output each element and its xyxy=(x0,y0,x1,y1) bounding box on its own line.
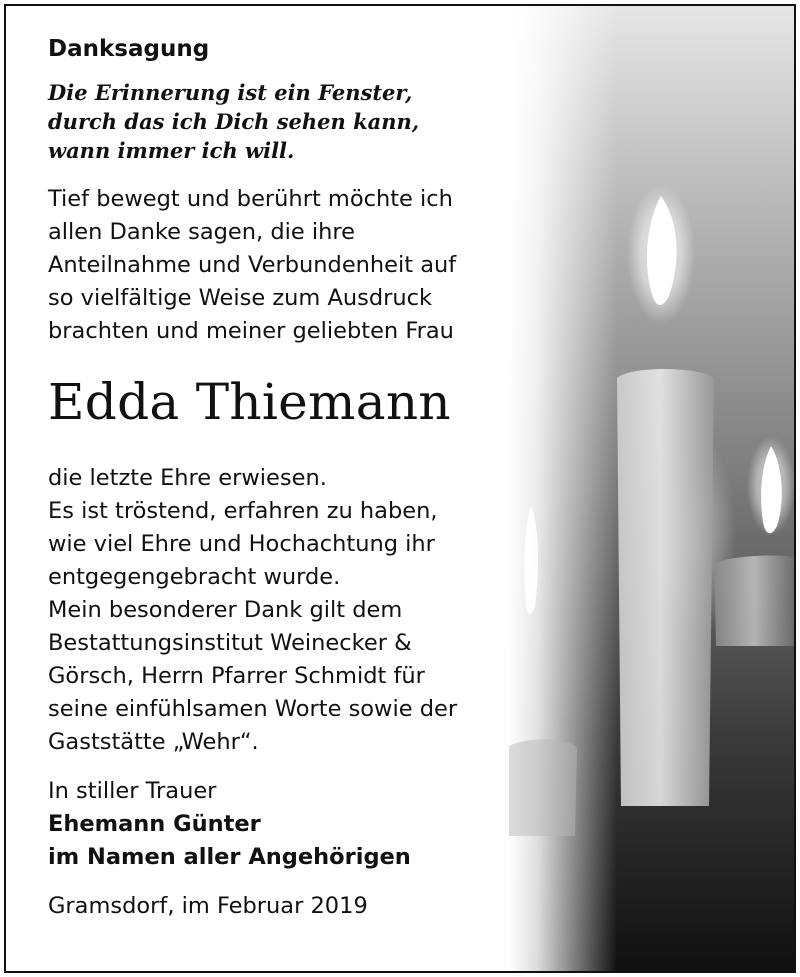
intro-line: allen Danke sagen, die ihre xyxy=(48,219,355,245)
motto-quote xyxy=(48,78,518,165)
body-line: wie viel Ehre und Hochachtung ihr xyxy=(48,531,435,557)
body-line: entgegengebracht wurde. xyxy=(48,564,341,590)
motto-line: Die Erinnerung ist ein Fenster, xyxy=(48,80,413,105)
signer-name: Ehemann Günter xyxy=(48,811,261,837)
body-line: Görsch, Herrn Pfarrer Schmidt für xyxy=(48,663,425,689)
body-line: die letzte Ehre erwiesen. xyxy=(48,465,327,491)
intro-paragraph xyxy=(48,183,518,348)
body-line: Mein besonderer Dank gilt dem xyxy=(48,597,403,623)
body-line: seine einfühlsamen Worte sowie der xyxy=(48,696,458,722)
candle-photo xyxy=(509,6,794,971)
motto-line: durch das ich Dich sehen kann, xyxy=(48,109,420,134)
candles-illustration xyxy=(509,6,794,973)
closing-text: In stiller Trauer xyxy=(48,778,217,804)
motto-line: wann immer ich will. xyxy=(48,138,295,163)
intro-line: Tief bewegt und berührt möchte ich xyxy=(48,186,453,212)
obituary-frame xyxy=(4,4,796,973)
body-paragraph xyxy=(48,462,518,759)
intro-line: Anteilnahme und Verbundenheit auf xyxy=(48,252,457,278)
intro-line: so vielfältige Weise zum Ausdruck xyxy=(48,285,433,311)
signer-family: im Namen aller Angehörigen xyxy=(48,844,411,870)
intro-line: brachten und meiner geliebten Frau xyxy=(48,318,454,344)
obituary-text xyxy=(48,34,518,923)
heading: Danksagung xyxy=(48,36,210,62)
deceased-name: Edda Thiemann xyxy=(48,373,451,431)
body-line: Gaststätte „Wehr“. xyxy=(48,729,259,755)
place-date: Gramsdorf, im Februar 2019 xyxy=(48,893,368,919)
body-line: Es ist tröstend, erfahren zu haben, xyxy=(48,498,438,524)
body-line: Bestattungsinstitut Weinecker & xyxy=(48,630,412,656)
